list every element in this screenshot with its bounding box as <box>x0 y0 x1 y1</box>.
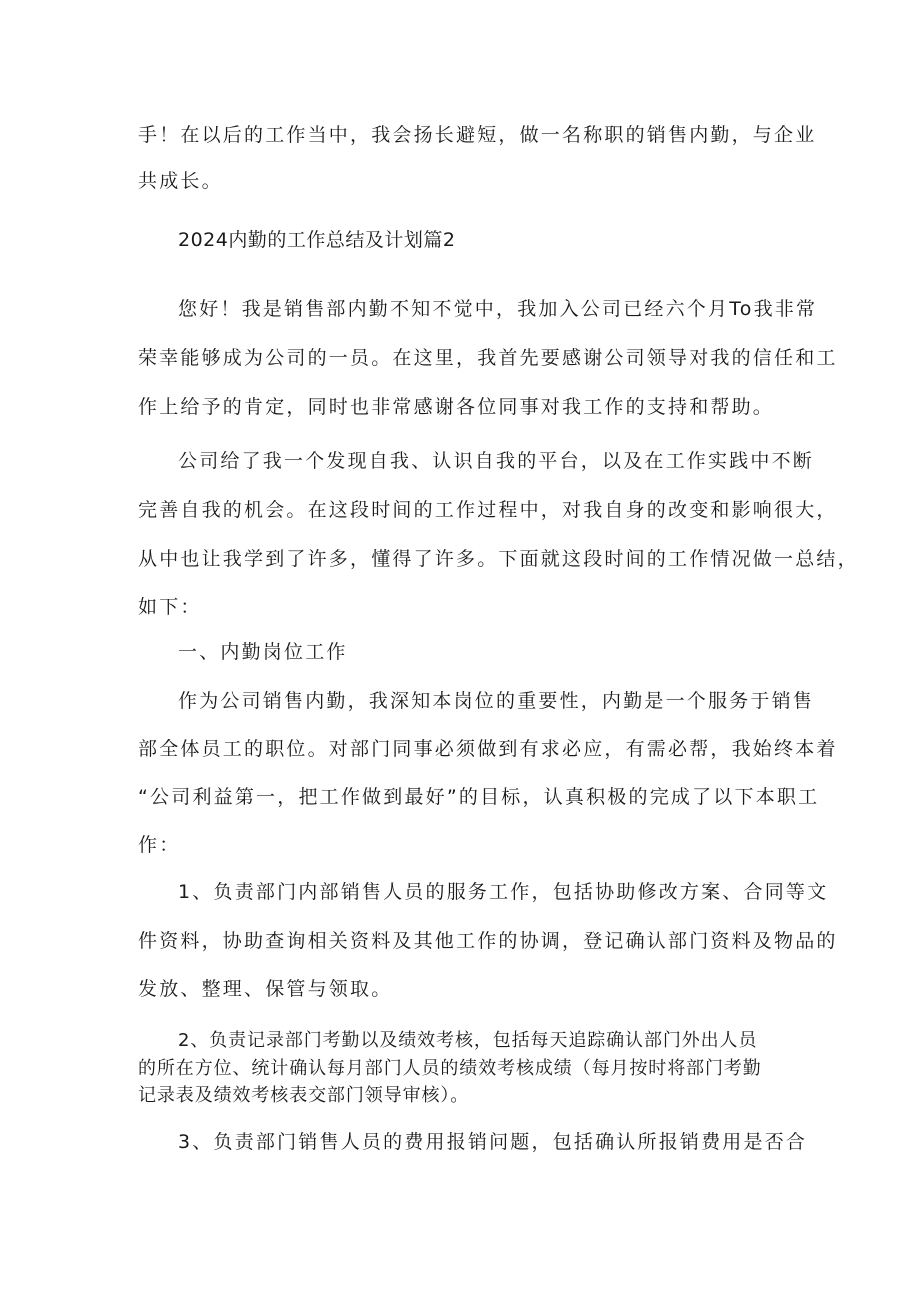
text-line: 从中也让我学到了许多，懂得了许多。下面就这段时间的工作情况做一总结， <box>138 548 859 570</box>
text-line: 如下： <box>138 596 202 618</box>
text-line: 的所在方位、统计确认每月部门人员的绩效考核成绩（每月按时将部门考勤 <box>138 1058 762 1079</box>
text-line: 完善自我的机会。在这段时间的工作过程中，对我自身的改变和影响很大， <box>138 499 838 521</box>
text-line: 作上给予的肯定，同时也非常感谢各位同事对我工作的支持和帮助。 <box>138 396 775 418</box>
text-line: 公司给了我一个发现自我、认识自我的平台，以及在工作实践中不断 <box>178 450 815 472</box>
text-line: 手！在以后的工作当中，我会扬长避短，做一名称职的销售内勤，与企业 <box>138 124 817 146</box>
text-line: 您好！我是销售部内勤不知不觉中，我加入公司已经六个月To我非常 <box>178 298 818 320</box>
section-heading: 2024内勤的工作总结及计划篇2 <box>178 229 456 251</box>
text-line: 发放、整理、保管与领取。 <box>138 978 393 1000</box>
text-line: “公司利益第一，把工作做到最好”的目标，认真积极的完成了以下本职工 <box>138 786 820 808</box>
text-line: 2、负责记录部门考勤以及绩效考核，包括每天追踪确认部门外出人员 <box>178 1030 758 1051</box>
text-line: 作为公司销售内勤，我深知本岗位的重要性，内勤是一个服务于销售 <box>178 690 815 712</box>
text-line: 记录表及绩效考核表交部门领导审核）。 <box>138 1085 470 1106</box>
text-line: 部全体员工的职位。对部门同事必须做到有求必应，有需必帮，我始终本着 <box>138 738 838 760</box>
text-line: 件资料，协助查询相关资料及其他工作的协调，登记确认部门资料及物品的 <box>138 930 838 952</box>
section-heading: 一、内勤岗位工作 <box>178 641 348 663</box>
text-line: 作： <box>138 834 181 856</box>
text-line: 3、负责部门销售人员的费用报销问题，包括确认所报销费用是否合 <box>178 1131 808 1153</box>
text-line: 荣幸能够成为公司的一员。在这里，我首先要感谢公司领导对我的信任和工 <box>138 347 838 369</box>
text-line: 共成长。 <box>138 170 223 192</box>
text-line: 1、负责部门内部销售人员的服务工作，包括协助修改方案、合同等文 <box>178 881 829 903</box>
